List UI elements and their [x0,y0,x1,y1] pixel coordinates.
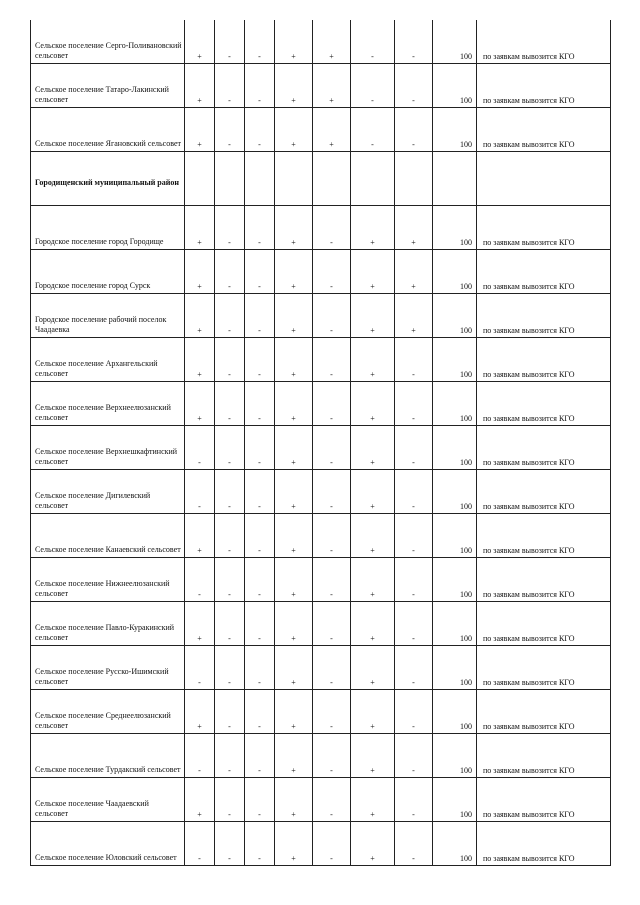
mark-cell: + [275,206,313,250]
mark-cell: - [313,338,351,382]
value-cell: 100 [433,558,477,602]
mark-cell: - [245,822,275,866]
mark-cell: + [351,646,395,690]
value-cell: 100 [433,206,477,250]
settlement-name-cell: Городское поселение город Сурск [31,250,185,294]
note-cell: по заявкам вывозится КГО [477,426,611,470]
table-row [31,778,611,822]
table-row [31,206,611,250]
mark-cell [395,152,433,206]
value-cell: 100 [433,822,477,866]
mark-cell: - [313,470,351,514]
mark-cell [185,152,215,206]
mark-cell: + [395,206,433,250]
mark-cell: - [245,514,275,558]
value-cell: 100 [433,734,477,778]
mark-cell: + [275,382,313,426]
mark-cell: - [313,734,351,778]
mark-cell: - [245,646,275,690]
note-cell: по заявкам вывозится КГО [477,778,611,822]
settlement-name-cell: Сельское поселение Ягановский сельсовет [31,108,185,152]
note-cell: по заявкам вывозится КГО [477,250,611,294]
mark-cell: + [395,250,433,294]
settlement-name-cell: Сельское поселение Верхнеелюзанский сельсовет [31,382,185,426]
mark-cell: + [351,558,395,602]
mark-cell: - [395,822,433,866]
mark-cell: + [185,206,215,250]
value-cell: 100 [433,602,477,646]
mark-cell: - [215,338,245,382]
value-cell: 100 [433,294,477,338]
mark-cell: + [275,250,313,294]
mark-cell: - [395,514,433,558]
mark-cell: - [313,602,351,646]
table-group-row [31,152,611,206]
mark-cell: - [313,778,351,822]
mark-cell: + [351,690,395,734]
mark-cell: - [245,338,275,382]
mark-cell: - [395,108,433,152]
mark-cell: + [351,778,395,822]
mark-cell: - [215,778,245,822]
mark-cell: - [313,646,351,690]
settlement-name-cell: Сельское поселение Верхнешкафтинский сельсовет [31,426,185,470]
settlements-table [30,20,611,866]
mark-cell: - [185,734,215,778]
mark-cell [215,152,245,206]
mark-cell: + [275,646,313,690]
mark-cell: - [215,64,245,108]
mark-cell: - [313,426,351,470]
mark-cell: + [351,294,395,338]
mark-cell: + [185,294,215,338]
settlement-name-cell: Городское поселение рабочий поселок Чаадаевка [31,294,185,338]
mark-cell: - [395,426,433,470]
mark-cell: + [185,20,215,64]
note-cell: по заявкам вывозится КГО [477,294,611,338]
mark-cell: - [313,294,351,338]
note-cell: по заявкам вывозится КГО [477,382,611,426]
mark-cell: - [313,250,351,294]
mark-cell: - [245,778,275,822]
value-cell: 100 [433,250,477,294]
mark-cell: - [215,602,245,646]
value-cell: 100 [433,20,477,64]
mark-cell: - [185,426,215,470]
value-cell: 100 [433,514,477,558]
value-cell: 100 [433,778,477,822]
mark-cell: + [351,382,395,426]
note-cell: по заявкам вывозится КГО [477,338,611,382]
mark-cell: + [185,602,215,646]
note-cell: по заявкам вывозится КГО [477,206,611,250]
table-row [31,602,611,646]
table-row [31,250,611,294]
mark-cell: - [313,558,351,602]
mark-cell: + [275,514,313,558]
mark-cell: + [185,514,215,558]
mark-cell: - [245,20,275,64]
value-cell: 100 [433,382,477,426]
mark-cell: + [351,250,395,294]
note-cell: по заявкам вывозится КГО [477,514,611,558]
mark-cell: - [185,646,215,690]
value-cell: 100 [433,338,477,382]
mark-cell: - [245,602,275,646]
mark-cell: - [245,382,275,426]
value-cell [433,152,477,206]
mark-cell: - [245,558,275,602]
mark-cell: - [245,206,275,250]
mark-cell: - [351,20,395,64]
mark-cell: - [215,20,245,64]
mark-cell: + [275,338,313,382]
value-cell: 100 [433,470,477,514]
mark-cell: - [395,64,433,108]
mark-cell: - [395,558,433,602]
note-cell: по заявкам вывозится КГО [477,20,611,64]
mark-cell: - [313,690,351,734]
mark-cell [351,152,395,206]
value-cell: 100 [433,108,477,152]
mark-cell: + [185,250,215,294]
table-row [31,690,611,734]
note-cell: по заявкам вывозится КГО [477,602,611,646]
value-cell: 100 [433,690,477,734]
mark-cell: - [215,558,245,602]
settlement-name-cell: Городское поселение город Городище [31,206,185,250]
mark-cell: - [313,822,351,866]
mark-cell: - [215,426,245,470]
settlement-name-cell: Сельское поселение Серго-Поливановский сельсовет [31,20,185,64]
mark-cell: + [275,690,313,734]
mark-cell: - [351,64,395,108]
note-cell: по заявкам вывозится КГО [477,690,611,734]
mark-cell [245,152,275,206]
mark-cell: + [185,64,215,108]
mark-cell: + [185,382,215,426]
mark-cell: - [395,470,433,514]
mark-cell: - [395,338,433,382]
mark-cell: - [215,734,245,778]
mark-cell: + [351,338,395,382]
mark-cell: - [185,822,215,866]
mark-cell: + [275,558,313,602]
mark-cell: - [351,108,395,152]
mark-cell: - [395,734,433,778]
mark-cell: - [245,108,275,152]
mark-cell: + [351,426,395,470]
mark-cell: + [313,64,351,108]
mark-cell: - [215,382,245,426]
table-row [31,470,611,514]
table-row [31,108,611,152]
mark-cell: - [215,294,245,338]
settlement-name-cell: Сельское поселение Юловский сельсовет [31,822,185,866]
note-cell: по заявкам вывозится КГО [477,108,611,152]
district-name-cell: Городищенский муниципальный район [31,152,185,206]
mark-cell [275,152,313,206]
mark-cell: - [245,470,275,514]
table-body [31,20,611,866]
mark-cell: + [275,778,313,822]
mark-cell: - [215,822,245,866]
mark-cell: - [395,778,433,822]
settlement-name-cell: Сельское поселение Павло-Куракинский сельсовет [31,602,185,646]
mark-cell: - [215,250,245,294]
mark-cell: + [351,514,395,558]
mark-cell: + [275,822,313,866]
mark-cell: + [275,294,313,338]
mark-cell: - [185,470,215,514]
mark-cell: - [245,690,275,734]
mark-cell: + [351,206,395,250]
mark-cell: - [395,382,433,426]
mark-cell: + [313,108,351,152]
table-row [31,734,611,778]
mark-cell: + [185,338,215,382]
mark-cell [313,152,351,206]
note-cell: по заявкам вывозится КГО [477,64,611,108]
settlement-name-cell: Сельское поселение Русско-Ишимский сельсовет [31,646,185,690]
mark-cell: - [215,206,245,250]
mark-cell: + [351,470,395,514]
mark-cell: - [245,426,275,470]
mark-cell: + [275,426,313,470]
mark-cell: + [185,108,215,152]
table-row [31,646,611,690]
table-row [31,558,611,602]
table-row [31,20,611,64]
mark-cell: + [275,64,313,108]
table-row [31,294,611,338]
mark-cell: - [215,514,245,558]
value-cell: 100 [433,426,477,470]
mark-cell: - [215,108,245,152]
mark-cell: - [395,646,433,690]
table-row [31,382,611,426]
mark-cell: + [275,602,313,646]
value-cell: 100 [433,64,477,108]
mark-cell: + [275,108,313,152]
note-cell: по заявкам вывозится КГО [477,646,611,690]
note-cell: по заявкам вывозится КГО [477,558,611,602]
note-cell: по заявкам вывозится КГО [477,822,611,866]
settlement-name-cell: Сельское поселение Нижнеелюзанский сельсовет [31,558,185,602]
table-row [31,822,611,866]
table-row [31,514,611,558]
settlement-name-cell: Сельское поселение Турдакский сельсовет [31,734,185,778]
table-row [31,338,611,382]
settlement-name-cell: Сельское поселение Среднеелюзанский сельсовет [31,690,185,734]
mark-cell: - [245,250,275,294]
mark-cell: - [245,734,275,778]
note-cell [477,152,611,206]
table-row [31,426,611,470]
table-row [31,64,611,108]
mark-cell: - [215,646,245,690]
note-cell: по заявкам вывозится КГО [477,734,611,778]
mark-cell: + [351,734,395,778]
mark-cell: - [313,206,351,250]
note-cell: по заявкам вывозится КГО [477,470,611,514]
settlement-name-cell: Сельское поселение Чаадаевский сельсовет [31,778,185,822]
settlement-name-cell: Сельское поселение Татаро-Лакинский сельсовет [31,64,185,108]
mark-cell: + [275,20,313,64]
mark-cell: + [275,734,313,778]
settlement-name-cell: Сельское поселение Архангельский сельсовет [31,338,185,382]
settlement-name-cell: Сельское поселение Канаевский сельсовет [31,514,185,558]
mark-cell: - [245,64,275,108]
mark-cell: + [351,822,395,866]
mark-cell: + [275,470,313,514]
mark-cell: + [185,690,215,734]
mark-cell: - [245,294,275,338]
mark-cell: - [395,690,433,734]
mark-cell: + [395,294,433,338]
mark-cell: - [185,558,215,602]
mark-cell: - [313,382,351,426]
mark-cell: - [215,690,245,734]
mark-cell: + [351,602,395,646]
mark-cell: + [185,778,215,822]
mark-cell: - [395,20,433,64]
mark-cell: - [313,514,351,558]
mark-cell: - [395,602,433,646]
mark-cell: + [313,20,351,64]
settlement-name-cell: Сельское поселение Дигилевский сельсовет [31,470,185,514]
mark-cell: - [215,470,245,514]
value-cell: 100 [433,646,477,690]
